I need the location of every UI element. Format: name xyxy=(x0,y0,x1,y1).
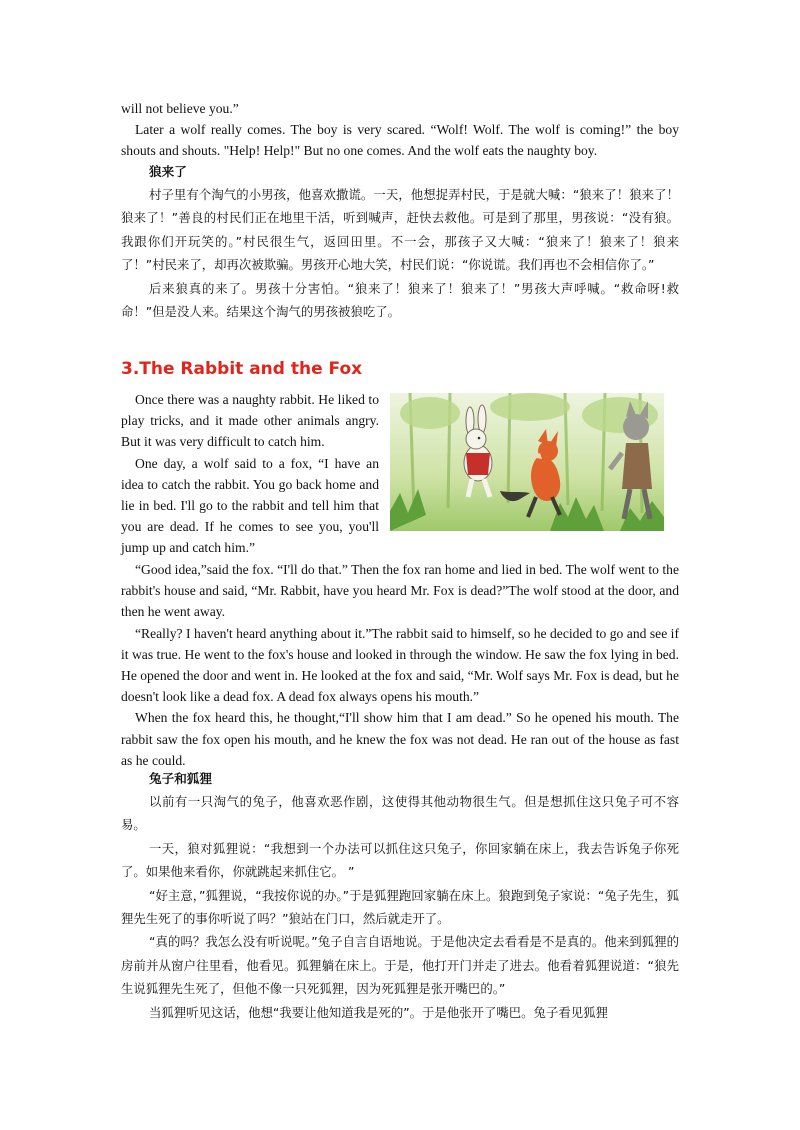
rabbit-story-zh-para4: “真的吗？我怎么没有听说呢。”兔子自言自语地说。于是他决定去看看是不是真的。他来到狐狸的房前并从窗户往里看，他看见。狐狸躺在床上。于是，他打开门并走了进去。他看着狐狸说道：“狼先生说狐狸先生死了，但他不像一只死狐狸，因为死狐狸是张开嘴巴的。” xyxy=(121,934,679,997)
rabbit-story-para1: Once there was a naughty rabbit. He liked to play tricks, and it made other animals angry. But it was very difficult to catch him. xyxy=(121,392,379,450)
rabbit-story-zh-para1: 以前有一只淘气的兔子，他喜欢恶作剧，这使得其他动物很生气。但是想抓住这只兔子可不容易。 xyxy=(121,794,679,833)
wolf-story-zh-section xyxy=(121,160,679,323)
rabbit-story-heading-wrap xyxy=(121,358,679,380)
rabbit-story-zh-section xyxy=(121,767,679,1024)
rabbit-story-para4: “Really? I haven't heard anything about it.”The rabbit said to himself, so he decided to go and see if it was true. He went to the fox's house and looked in through the window. He saw the fox lying in bed. He opened the door and went in. He looked at the fox and said, “Mr. Wolf says Mr. Fox is dead, but he doesn't look like a dead fox. A dead fox always opens his mouth.” xyxy=(121,625,679,705)
wolf-story-zh-para2: 后来狼真的来了。男孩十分害怕。“狼来了！狼来了！狼来了！”男孩大声呼喊。“救命呀!救命！”但是没人来。结果这个淘气的男孩被狼吃了。 xyxy=(121,280,679,320)
wolf-story-zh-title: 狼来了 xyxy=(149,164,187,179)
wolf-story-section xyxy=(121,98,679,162)
rabbit-story-zh-para5: 当狐狸听见这话，他想“我要让他知道我是死的”。于是他张开了嘴巴。兔子看见狐狸 xyxy=(149,1004,608,1020)
rabbit-story-continuation xyxy=(121,559,679,771)
wolf-story-line-prev: will not believe you.” xyxy=(121,101,239,116)
rabbit-story-wrapped-text xyxy=(121,389,379,559)
rabbit-story-heading: 3.The Rabbit and the Fox xyxy=(121,359,363,379)
rabbit-story-zh-title: 兔子和狐狸 xyxy=(149,771,212,786)
rabbit-story-zh-para3: “好主意，”狐狸说，“我按你说的办。”于是狐狸跑回家躺在床上。狼跑到兔子家说：“兔子先生，狐狸先生死了的事你听说了吗？”狼站在门口，然后就走开了。 xyxy=(121,887,679,927)
rabbit-fox-wolf-illustration-icon xyxy=(390,393,664,531)
wolf-story-last-paragraph: Later a wolf really comes. The boy is very scared. “Wolf! Wolf. The wolf is coming!” the boy shouts and shouts. "Help! Help!" But no one comes. And the wolf eats the naughty boy. xyxy=(121,122,679,159)
rabbit-story-para3: “Good idea,”said the fox. “I'll do that.” Then the fox ran home and lied in bed. The wolf went to the rabbit's house and said, “Mr. Rabbit, have you heard Mr. Fox is dead?”The wolf stood at the door, and then he went away. xyxy=(121,562,679,620)
rabbit-story-para2: One day, a wolf said to a fox, “I have an idea to catch the rabbit. You go back home and lie in bed. I'll go to the rabbit and tell him that you are dead. If he comes to see you, you'll jump up and catch him.” xyxy=(121,455,379,556)
rabbit-story-para5: When the fox heard this, he thought,“I'll show him that I am dead.” So he opened his mouth. The rabbit saw the fox open his mouth, and he knew the fox was not dead. He ran out of the house as fast as he could. xyxy=(121,710,679,768)
rabbit-story-zh-para2: 一天，狼对狐狸说：“我想到一个办法可以抓住这只兔子，你回家躺在床上，我去告诉兔子你死了。如果他来看你，你就跳起来抓住它。 ” xyxy=(121,840,679,880)
wolf-story-zh-para1: 村子里有个淘气的小男孩，他喜欢撒谎。一天，他想捉弄村民，于是就大喊：“狼来了！狼来了！狼来了！”善良的村民们正在地里干活，听到喊声，赶快去救他。可是到了那里，男孩说：“没有狼。我跟你们开玩笑的。”村民很生气，返回田里。不一会，那孩子又大喊：“狼来了！狼来了！狼来了！”村民来了，却再次被欺骗。男孩开心地大笑，村民们说：“你说谎。我们再也不会相信你了。” xyxy=(121,187,679,273)
